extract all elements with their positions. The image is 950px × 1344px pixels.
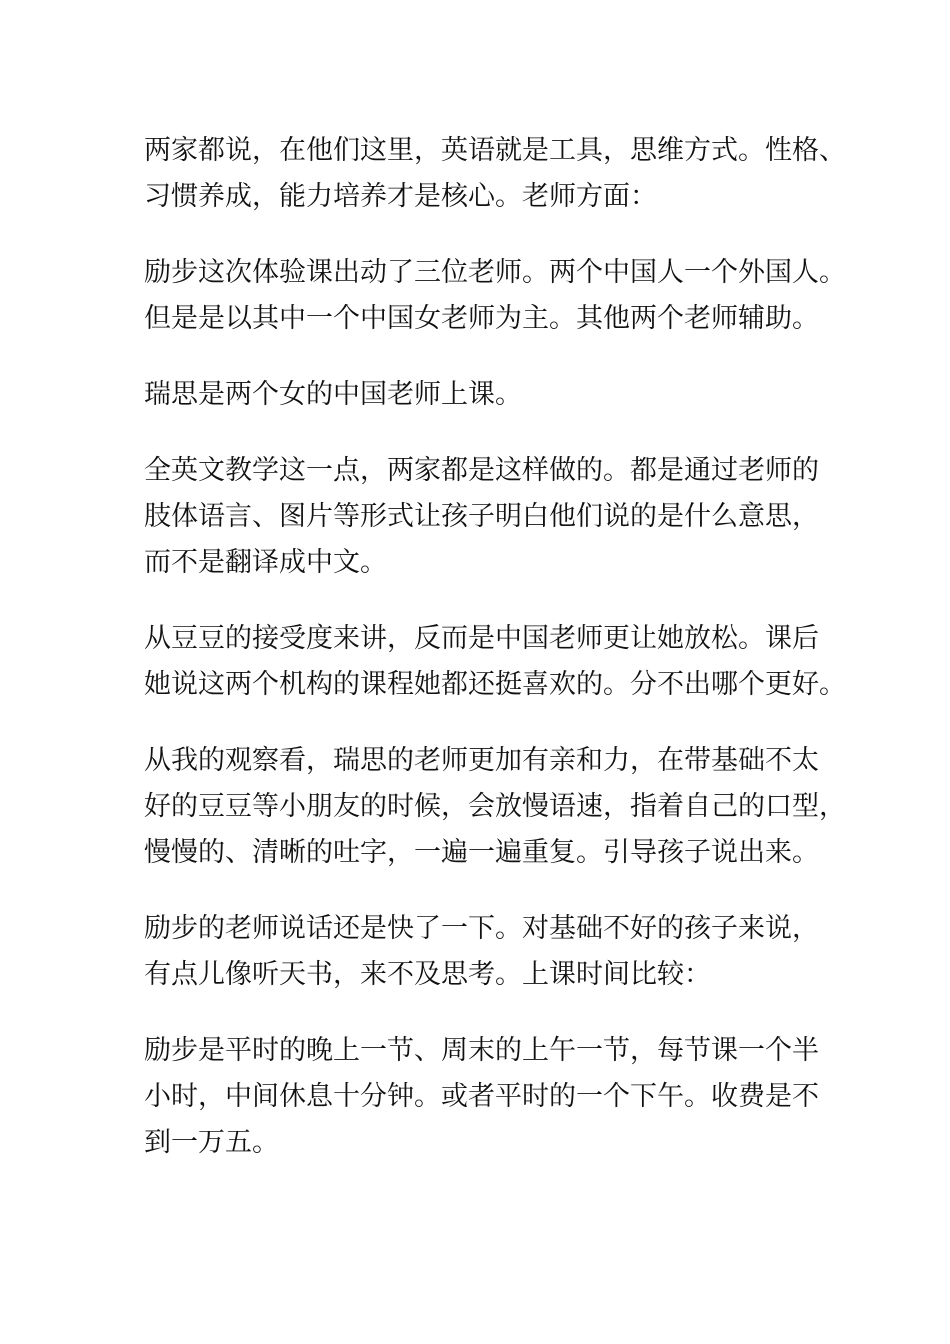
text-line: 励步这次体验课出动了三位老师。两个中国人一个外国人。: [144, 257, 846, 288]
text-line: 小时，中间休息十分钟。或者平时的一个下午。收费是不: [144, 1081, 819, 1112]
text-line: 励步的老师说话还是快了一下。对基础不好的孩子来说，: [144, 913, 819, 944]
text-line: 从豆豆的接受度来讲，反而是中国老师更让她放松。课后: [144, 623, 819, 654]
paragraph-1: [144, 128, 846, 220]
text-line: 励步是平时的晚上一节、周末的上午一节，每节课一个半: [144, 1035, 819, 1066]
text-line: 有点儿像听天书，来不及思考。上课时间比较：: [144, 959, 711, 990]
paragraph-6: [144, 738, 846, 876]
paragraph-7: [144, 906, 819, 998]
text-line: 瑞思是两个女的中国老师上课。: [144, 379, 522, 410]
paragraph-2: [144, 250, 846, 342]
document-body: [144, 128, 846, 1196]
text-line: 肢体语言、图片等形式让孩子明白他们说的是什么意思，: [144, 501, 819, 532]
paragraph-5: [144, 616, 846, 708]
text-line: 两家都说，在他们这里，英语就是工具，思维方式。性格、: [144, 135, 846, 166]
text-line: 而不是翻译成中文。: [144, 547, 387, 578]
text-line: 但是是以其中一个中国女老师为主。其他两个老师辅助。: [144, 303, 819, 334]
text-line: 她说这两个机构的课程她都还挺喜欢的。分不出哪个更好。: [144, 669, 846, 700]
text-line: 全英文教学这一点，两家都是这样做的。都是通过老师的: [144, 455, 819, 486]
text-line: 慢慢的、清晰的吐字，一遍一遍重复。引导孩子说出来。: [144, 837, 819, 868]
paragraph-3: [144, 372, 804, 418]
paragraph-4: [144, 448, 819, 586]
paragraph-8: [144, 1028, 819, 1166]
text-line: 到一万五。: [144, 1127, 279, 1158]
text-line: 好的豆豆等小朋友的时候，会放慢语速，指着自己的口型，: [144, 791, 846, 822]
text-line: 从我的观察看，瑞思的老师更加有亲和力，在带基础不太: [144, 745, 819, 776]
text-line: 习惯养成，能力培养才是核心。老师方面：: [144, 181, 657, 212]
